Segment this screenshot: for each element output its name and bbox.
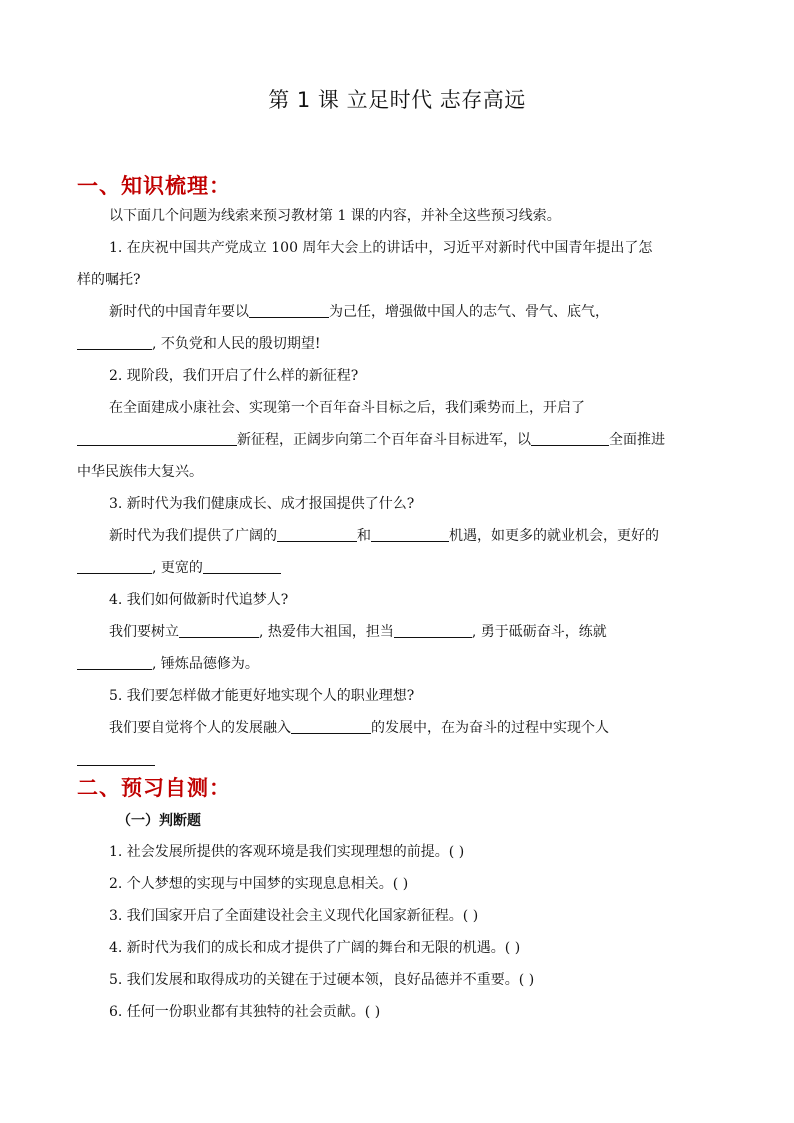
answer-text: , 更宽的 <box>152 560 203 576</box>
answer-text: 机遇，如更多的就业机会，更好的 <box>449 528 659 544</box>
answer-5-line-1 <box>109 718 717 738</box>
answer-text: 和 <box>357 528 371 544</box>
answer-text: , 热爱伟大祖国，担当 <box>259 624 394 640</box>
answer-text: 全面推进 <box>609 432 665 448</box>
answer-text: 新征程，正阔步向第二个百年奋斗目标进军，以 <box>237 432 531 448</box>
answer-3-line-1 <box>109 526 717 546</box>
answer-1-line-2 <box>77 334 717 354</box>
question-2: 2. 现阶段，我们开启了什么样的新征程? <box>109 368 359 384</box>
answer-text: , 锤炼品德修为。 <box>152 656 259 672</box>
fill-blank[interactable] <box>77 335 152 350</box>
fill-blank[interactable] <box>179 623 259 638</box>
answer-text: 为己任，增强做中国人的志气、骨气、底气， <box>329 304 609 320</box>
section-heading-knowledge: 一、知识梳理： <box>77 174 231 198</box>
fill-blank[interactable] <box>77 751 155 766</box>
answer-text: 新时代的中国青年要以 <box>109 304 249 320</box>
answer-1-line-1 <box>109 302 717 322</box>
judge-item-1[interactable]: 1. 社会发展所提供的客观环境是我们实现理想的前提。( ) <box>109 844 465 860</box>
fill-blank[interactable] <box>77 431 237 446</box>
answer-3-line-2 <box>77 558 717 578</box>
fill-blank[interactable] <box>77 655 152 670</box>
intro-text: 以下面几个问题为线索来预习教材第 1 课的内容，并补全这些预习线索。 <box>109 208 561 224</box>
answer-text: 我们要树立 <box>109 624 179 640</box>
judge-item-5[interactable]: 5. 我们发展和取得成功的关键在于过硬本领，良好品德并不重要。( ) <box>109 972 535 988</box>
answer-2-line-2 <box>77 430 717 450</box>
judge-item-6[interactable]: 6. 任何一份职业都有其独特的社会贡献。( ) <box>109 1004 381 1020</box>
question-1-line-2: 样的嘱托? <box>77 272 141 288</box>
judge-item-4[interactable]: 4. 新时代为我们的成长和成才提供了广阔的舞台和无限的机遇。( ) <box>109 940 521 956</box>
subsection-true-false: （一）判断题 <box>117 813 201 829</box>
question-1-line-1: 1. 在庆祝中国共产党成立 100 周年大会上的讲话中，习近平对新时代中国青年提出了怎 <box>109 240 653 256</box>
fill-blank[interactable] <box>277 527 357 542</box>
answer-text: , 不负党和人民的殷切期望! <box>152 336 321 352</box>
fill-blank[interactable] <box>531 431 609 446</box>
question-5: 5. 我们要怎样做才能更好地实现个人的职业理想? <box>109 688 415 704</box>
question-4: 4. 我们如何做新时代追梦人? <box>109 592 289 608</box>
fill-blank[interactable] <box>394 623 472 638</box>
answer-text: 我们要自觉将个人的发展融入 <box>109 720 291 736</box>
answer-text: , 勇于砥砺奋斗，练就 <box>471 624 607 640</box>
answer-2-line-3: 中华民族伟大复兴。 <box>77 464 203 480</box>
answer-4-line-2 <box>77 654 717 674</box>
answer-2-line-1: 在全面建成小康社会、实现第一个百年奋斗目标之后，我们乘势而上，开启了 <box>109 400 585 416</box>
section-heading-self-test: 二、预习自测： <box>77 776 231 800</box>
page-title: 第 1 课 立足时代 志存高远 <box>268 88 526 112</box>
judge-item-2[interactable]: 2. 个人梦想的实现与中国梦的实现息息相关。( ) <box>109 876 409 892</box>
fill-blank[interactable] <box>203 559 281 574</box>
answer-5-line-2 <box>77 750 717 770</box>
answer-4-line-1 <box>109 622 717 642</box>
answer-text: 新时代为我们提供了广阔的 <box>109 528 277 544</box>
fill-blank[interactable] <box>371 527 449 542</box>
fill-blank[interactable] <box>249 303 329 318</box>
answer-text: 的发展中，在为奋斗的过程中实现个人 <box>371 720 609 736</box>
judge-item-3[interactable]: 3. 我们国家开启了全面建设社会主义现代化国家新征程。( ) <box>109 908 479 924</box>
question-3: 3. 新时代为我们健康成长、成才报国提供了什么? <box>109 496 415 512</box>
fill-blank[interactable] <box>291 719 371 734</box>
fill-blank[interactable] <box>77 559 152 574</box>
